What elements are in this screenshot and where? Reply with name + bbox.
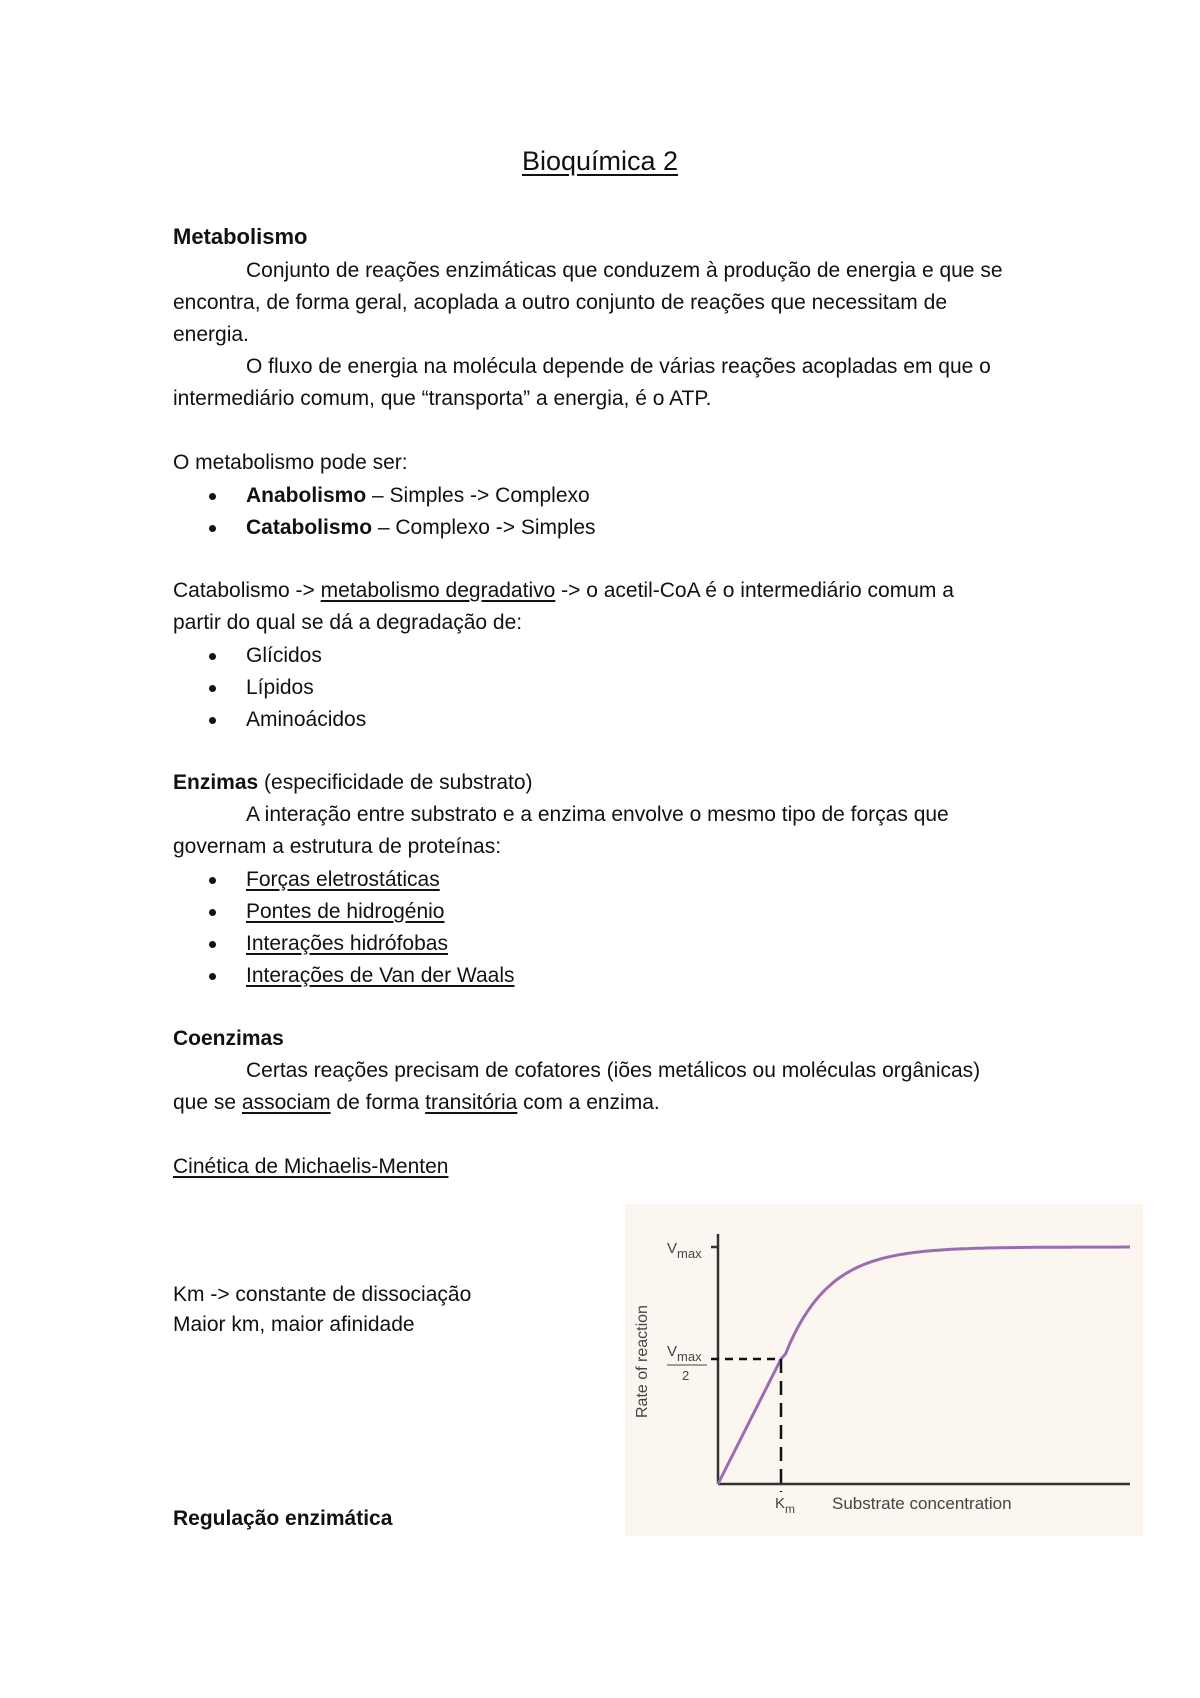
chart-svg bbox=[625, 1204, 1143, 1536]
paragraph-line: que se associam de forma transitória com a enzima. bbox=[173, 1091, 660, 1114]
half-vmax-tick-label: Vmax bbox=[667, 1343, 702, 1364]
list-item: Interações hidrófobas bbox=[173, 928, 514, 960]
michaelis-menten-chart bbox=[625, 1204, 1143, 1536]
paragraph-line: energia. bbox=[173, 323, 249, 346]
km-note: Maior km, maior afinidade bbox=[173, 1313, 415, 1336]
list-item: Interações de Van der Waals bbox=[173, 960, 514, 992]
page-title: Bioquímica 2 bbox=[521, 146, 679, 176]
section-heading-coenzimas: Coenzimas bbox=[173, 1027, 284, 1050]
degradation-list bbox=[173, 640, 366, 736]
section-heading-enzimas: Enzimas (especificidade de substrato) bbox=[173, 771, 533, 794]
list-item: Pontes de hidrogénio bbox=[173, 896, 514, 928]
y-axis-label: Rate of reaction bbox=[634, 1305, 651, 1418]
list-item: Aminoácidos bbox=[173, 704, 366, 736]
km-tick-label: $K_m$ bbox=[775, 1495, 796, 1516]
list-item: Lípidos bbox=[173, 672, 366, 704]
list-item: Anabolismo – Simples -> Complexo bbox=[173, 480, 596, 512]
paragraph-line: O fluxo de energia na molécula depende de várias reações acopladas em que o bbox=[246, 355, 991, 378]
x-axis-label: Substrate concentration bbox=[832, 1494, 1012, 1513]
list-item: Forças eletrostáticas bbox=[173, 864, 514, 896]
half-vmax-denominator: 2 bbox=[682, 1368, 690, 1383]
list-item: Catabolismo – Complexo -> Simples bbox=[173, 512, 596, 544]
vmax-tick-label: Vmax bbox=[667, 1240, 702, 1261]
forces-list bbox=[173, 864, 514, 992]
paragraph-line: Conjunto de reações enzimáticas que conduzem à produção de energia e que se bbox=[246, 259, 1003, 282]
paragraph-line: governam a estrutura de proteínas: bbox=[173, 835, 502, 858]
paragraph-line: encontra, de forma geral, acoplada a outro conjunto de reações que necessitam de bbox=[173, 291, 947, 314]
paragraph-line: O metabolismo pode ser: bbox=[173, 451, 408, 474]
km-definition: Km -> constante de dissociação bbox=[173, 1283, 472, 1306]
list-item: Glícidos bbox=[173, 640, 366, 672]
paragraph-line: Certas reações precisam de cofatores (iões metálicos ou moléculas orgânicas) bbox=[246, 1059, 981, 1082]
section-heading-cinetica: Cinética de Michaelis-Menten bbox=[173, 1155, 449, 1178]
metabolism-types-list bbox=[173, 480, 596, 544]
section-heading-regulacao: Regulação enzimática bbox=[173, 1507, 393, 1530]
paragraph-line: intermediário comum, que “transporta” a energia, é o ATP. bbox=[173, 387, 712, 410]
section-heading-metabolismo: Metabolismo bbox=[173, 224, 308, 249]
paragraph-line: A interação entre substrato e a enzima envolve o mesmo tipo de forças que bbox=[246, 803, 949, 826]
paragraph-line: partir do qual se dá a degradação de: bbox=[173, 611, 523, 634]
paragraph-line: Catabolismo -> metabolismo degradativo -> o acetil-CoA é o intermediário comum a bbox=[173, 579, 954, 602]
